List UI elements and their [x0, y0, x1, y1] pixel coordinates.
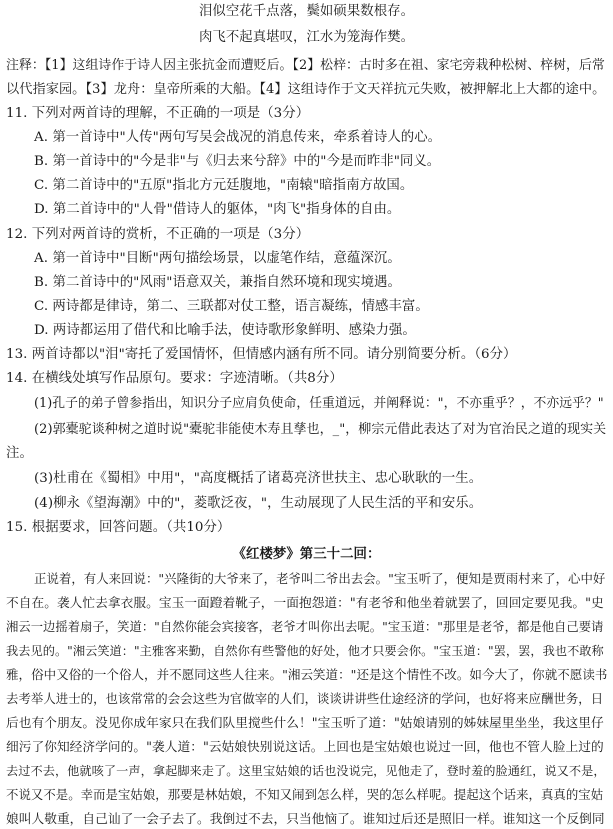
question-11-stem: 11. 下列对两首诗的理解，不正确的一项是（3分）	[6, 106, 310, 121]
passage-line: 不说又不是。幸而是宝姑娘，那要是林姑娘，不知又闹到怎么样，哭的怎么样呢。提起这个话来，真真的宝姑	[6, 787, 604, 802]
question-12-stem: 12. 下列对两首诗的赏析，不正确的一项是（3分）	[6, 227, 310, 242]
passage-line: 娘叫人敬重，自己讪了一会子去了。我倒过不去，只当他恼了。谁知过后还是照旧一样。谁知这一个反倒同	[6, 811, 605, 826]
passage-line: 去过不去，他就咳了一声，拿起脚来走了。这里宝姑娘的话也没说完，见他走了，登时羞的脸通红，说又不是，	[6, 764, 606, 778]
question-11-option-b: B. 第一首诗中的"今是非"与《归去来兮辞》中的"今是而昨非"同义。	[34, 154, 441, 169]
notes-line: 以代指家园。【3】龙舟：皇帝所乘的大船。【4】这组诗作于文天祥抗元失败，被押解北上大都的途中。	[6, 82, 606, 97]
question-11-option-a: A. 第一首诗中"人传"两句写吴会战况的消息传来，牵系着诗人的心。	[34, 130, 442, 145]
question-14-item: (2)郭橐驼谈种树之道时说"橐驼非能使木寿且孳也，_"，柳宗元借此表达了对为官治民之道的现实关	[34, 422, 607, 437]
passage-line: 细污了你知经济学问的。"袭人道："云姑娘快别说这话。上回也是宝姑娘也说过一回，他也不管人脸上过的	[6, 739, 604, 754]
question-14-stem: 14. 在横线处填写作品原句。要求：字迹清晰。（共8分）	[6, 371, 343, 386]
passage-line: 去考举人进士的，也该常常的会会这些为官做宰的人们，谈谈讲讲些仕途经济的学问，也好将来应酬世务，日	[6, 691, 604, 706]
question-14-item: (1)孔子的弟子曾参指出，知识分子应肩负使命，任重道远，并阐释说："，不亦重乎？，不亦远乎？"	[34, 396, 604, 411]
question-14-item-continued: 注。	[6, 446, 33, 461]
question-14-item: (3)杜甫在《蜀相》中用"，"高度概括了诸葛亮济世扶主、忠心耿耿的一生。	[34, 471, 483, 486]
question-12-option-b: B. 第二首诗中的"风雨"语意双关，兼指自然环境和现实境遇。	[34, 275, 401, 290]
question-14-item: (4)柳永《望海潮》中的"，菱歌泛夜，"，生动展现了人民生活的平和安乐。	[34, 496, 483, 511]
question-12-option-d: D. 两诗都运用了借代和比喻手法，使诗歌形象鲜明、感染力强。	[34, 323, 416, 338]
passage-line: 后也有个朋友。没见你成年家只在我们队里搅些什么！"宝玉听了道："姑娘请别的姊妹屋里坐坐，我这里仔	[6, 715, 604, 730]
question-12-option-a: A. 第一首诗中"目断"两句描绘场景，以虚笔作结，意蕴深沉。	[34, 251, 401, 266]
question-11-option-d: D. 第二首诗中的"人骨"借诗人的躯体，"肉飞"指身体的自由。	[34, 202, 401, 217]
poem-line: 泪似空花千点落，鬓如硕果数根存。	[198, 4, 415, 19]
passage-line: 雅，俗中又俗的一个俗人，并不愿同这些人往来。"湘云笑道："还是这个情性不改。如今大了，你就不愿读书	[6, 667, 608, 682]
question-11-option-c: C. 第二首诗中的"五原"指北方元廷腹地，"南辕"暗指南方故国。	[34, 178, 414, 193]
question-13: 13. 两首诗都以"泪"寄托了爱国情怀，但情感内涵有所不同。请分别简要分析。（6分）	[6, 347, 517, 362]
question-12-option-c: C. 两诗都是律诗，第二、三联都对仗工整，语言凝练，情感丰富。	[34, 299, 429, 314]
notes-line: 注释：【1】这组诗作于诗人因主张抗金而遭贬后。【2】松梓：古时多在祖、家宅旁栽种松树、梓树，后常	[6, 58, 605, 73]
poem-line: 肉飞不起真堪叹，江水为笼海作樊。	[198, 30, 415, 45]
passage-title: 《红楼梦》第三十二回：	[232, 546, 381, 562]
question-15: 15. 根据要求，回答问题。（共10分）	[6, 520, 231, 535]
passage-line: 我去见的。"湘云笑道："主雅客来勤，自然你有些警他的好处，他才只要会你。"宝玉道："罢，罢，我也不敢称	[6, 644, 604, 658]
passage-line: 正说着，有人来回说："兴隆街的大爷来了，老爷叫二爷出去会。"宝玉听了，便知是贾雨村来了，心中好	[34, 571, 606, 586]
passage-line: 湘云一边摇着扇子，笑道："自然你能会宾接客，老爷才叫你出去呢。"宝玉道："那里是老爷，都是他自己要请	[6, 620, 604, 634]
passage-line: 不自在。袭人忙去拿衣服。宝玉一面蹬着靴子，一面抱怨道："有老爷和他坐着就罢了，回回定要见我。"史	[6, 595, 604, 610]
